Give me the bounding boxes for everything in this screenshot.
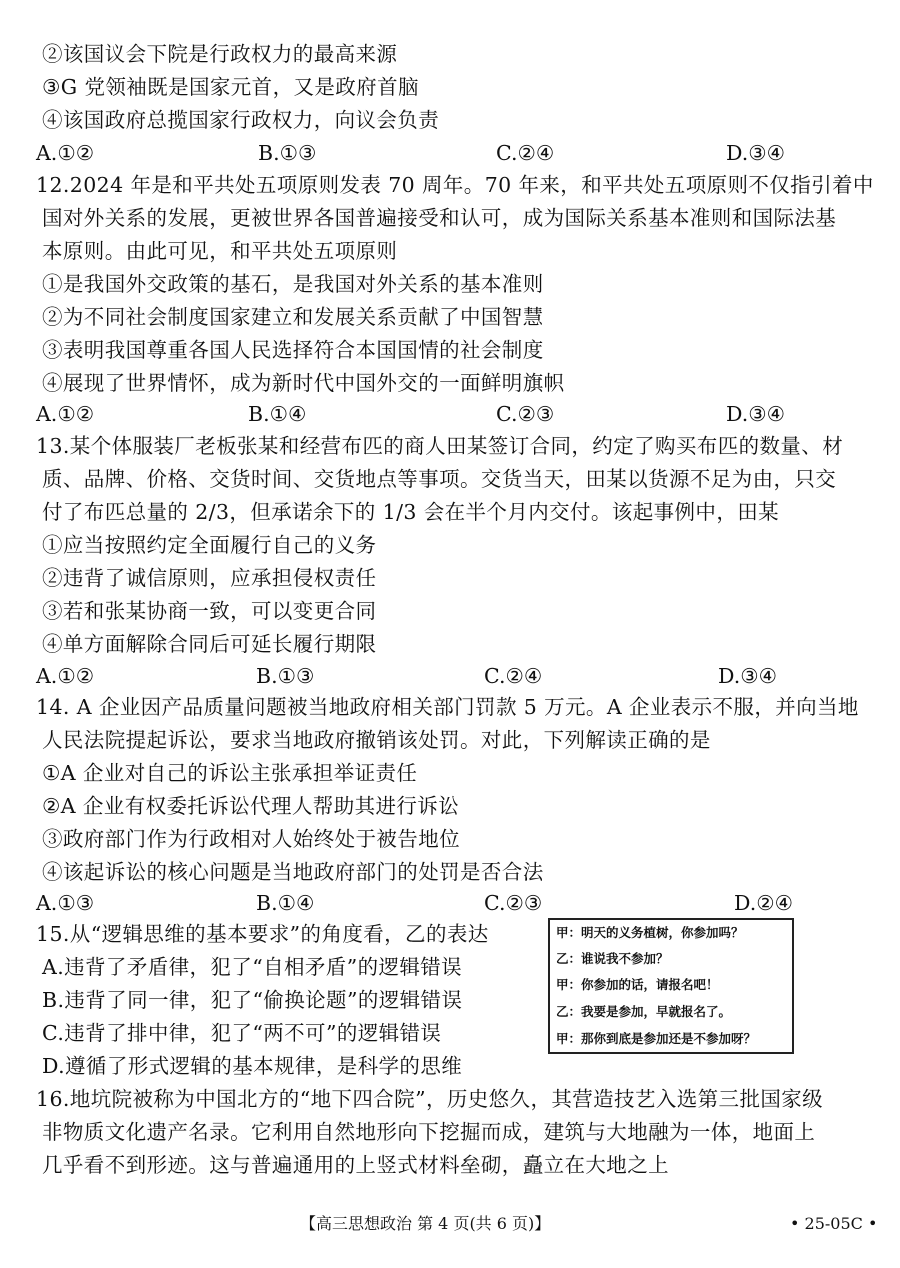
q14-choices <box>36 887 876 919</box>
q14-statement-1: ①A 企业对自己的诉讼主张承担举证责任 <box>42 761 418 785</box>
q13-choice-a: A.①② <box>36 664 95 688</box>
q14-choice-b: B.①④ <box>256 891 315 915</box>
q12-stem-line-3: 本原则。由此可见，和平共处五项原则 <box>42 239 398 263</box>
q15-dialog-box <box>548 918 794 1054</box>
dialog-line-2: 乙：谁说我不参加？ <box>556 951 669 966</box>
q13-stem-line-1: 13.某个体服装厂老板张某和经营布匹的商人田某签订合同，约定了购买布匹的数量、材 <box>36 434 844 458</box>
q11-choice-c: C.②④ <box>496 141 555 165</box>
q12-choice-a: A.①② <box>36 402 95 426</box>
q16-stem-line-3: 几乎看不到形迹。这与普遍通用的上竖式材料垒砌，矗立在大地之上 <box>42 1153 669 1177</box>
q14-choice-c: C.②③ <box>484 891 543 915</box>
q12-choice-d: D.③④ <box>726 402 785 426</box>
q15-option-a: A.违背了矛盾律，犯了“自相矛盾”的逻辑错误 <box>42 955 463 979</box>
page-footer-code: • 25-05C • <box>790 1214 878 1233</box>
q14-statement-3: ③政府部门作为行政相对人始终处于被告地位 <box>42 827 460 851</box>
q14-statement-2: ②A 企业有权委托诉讼代理人帮助其进行诉讼 <box>42 794 460 818</box>
dialog-line-1: 甲：明天的义务植树，你参加吗？ <box>556 925 744 940</box>
q14-stem-line-1: 14. A 企业因产品质量问题被当地政府相关部门罚款 5 万元。A 企业表示不服，并向当地 <box>36 695 859 719</box>
q14-choice-a: A.①③ <box>36 891 95 915</box>
dialog-line-5: 甲：那你到底是参加还是不参加呀？ <box>556 1031 757 1046</box>
q13-stem-line-3: 付了布匹总量的 2/3，但承诺余下的 1/3 会在半个月内交付。该起事例中，田某 <box>42 500 780 524</box>
q11-choice-a: A.①② <box>36 141 95 165</box>
q14-statement-4: ④该起诉讼的核心问题是当地政府部门的处罚是否合法 <box>42 860 544 884</box>
q11-statement-3: ③G 党领袖既是国家元首，又是政府首脑 <box>42 75 419 99</box>
q12-statement-1: ①是我国外交政策的基石，是我国对外关系的基本准则 <box>42 272 544 296</box>
q12-statement-4: ④展现了世界情怀，成为新时代中国外交的一面鲜明旗帜 <box>42 371 565 395</box>
q13-statement-3: ③若和张某协商一致，可以变更合同 <box>42 599 377 623</box>
page-footer-label: 【高三思想政治 第 4 页(共 6 页)】 <box>300 1214 551 1233</box>
q15-option-d: D.遵循了形式逻辑的基本规律，是科学的思维 <box>42 1054 463 1078</box>
q13-statement-4: ④单方面解除合同后可延长履行期限 <box>42 632 377 656</box>
dialog-line-3: 甲：你参加的话，请报名吧！ <box>556 977 719 992</box>
q12-stem-line-1: 12.2024 年是和平共处五项原则发表 70 周年。70 年来，和平共处五项原则不仅指引着中 <box>36 173 874 197</box>
q13-statement-2: ②违背了诚信原则，应承担侵权责任 <box>42 566 377 590</box>
q11-choice-d: D.③④ <box>726 141 785 165</box>
q12-choice-b: B.①④ <box>248 402 307 426</box>
q13-choice-c: C.②④ <box>484 664 543 688</box>
q11-statement-4: ④该国政府总揽国家行政权力，向议会负责 <box>42 108 440 132</box>
q13-stem-line-2: 质、品牌、价格、交货时间、交货地点等事项。交货当天，田某以货源不足为由，只交 <box>42 467 837 491</box>
q12-statement-2: ②为不同社会制度国家建立和发展关系贡献了中国智慧 <box>42 305 544 329</box>
q13-statement-1: ①应当按照约定全面履行自己的义务 <box>42 533 377 557</box>
q12-stem-line-2: 国对外关系的发展，更被世界各国普遍接受和认可，成为国际关系基本准则和国际法基 <box>42 206 837 230</box>
q15-option-b: B.违背了同一律，犯了“偷换论题”的逻辑错误 <box>42 988 463 1012</box>
q15-option-c: C.违背了排中律，犯了“两不可”的逻辑错误 <box>42 1021 442 1045</box>
q16-stem-line-2: 非物质文化遗产名录。它利用自然地形向下挖掘而成，建筑与大地融为一体，地面上 <box>42 1120 816 1144</box>
q12-statement-3: ③表明我国尊重各国人民选择符合本国国情的社会制度 <box>42 338 544 362</box>
q13-choice-b: B.①③ <box>256 664 315 688</box>
q11-choices <box>36 137 876 169</box>
q13-choice-d: D.③④ <box>718 664 777 688</box>
q16-stem-line-1: 16.地坑院被称为中国北方的“地下四合院”，历史悠久，其营造技艺入选第三批国家级 <box>36 1087 824 1111</box>
q12-choice-c: C.②③ <box>496 402 555 426</box>
q11-statement-2: ②该国议会下院是行政权力的最高来源 <box>42 42 398 66</box>
q15-stem: 15.从“逻辑思维的基本要求”的角度看，乙的表达 <box>36 922 489 946</box>
q12-choices <box>36 398 876 430</box>
q11-choice-b: B.①③ <box>258 141 317 165</box>
q14-stem-line-2: 人民法院提起诉讼，要求当地政府撤销该处罚。对此，下列解读正确的是 <box>42 728 711 752</box>
q13-choices <box>36 660 876 692</box>
q14-choice-d: D.②④ <box>734 891 793 915</box>
dialog-line-4: 乙：我要是参加，早就报名了。 <box>556 1004 732 1019</box>
